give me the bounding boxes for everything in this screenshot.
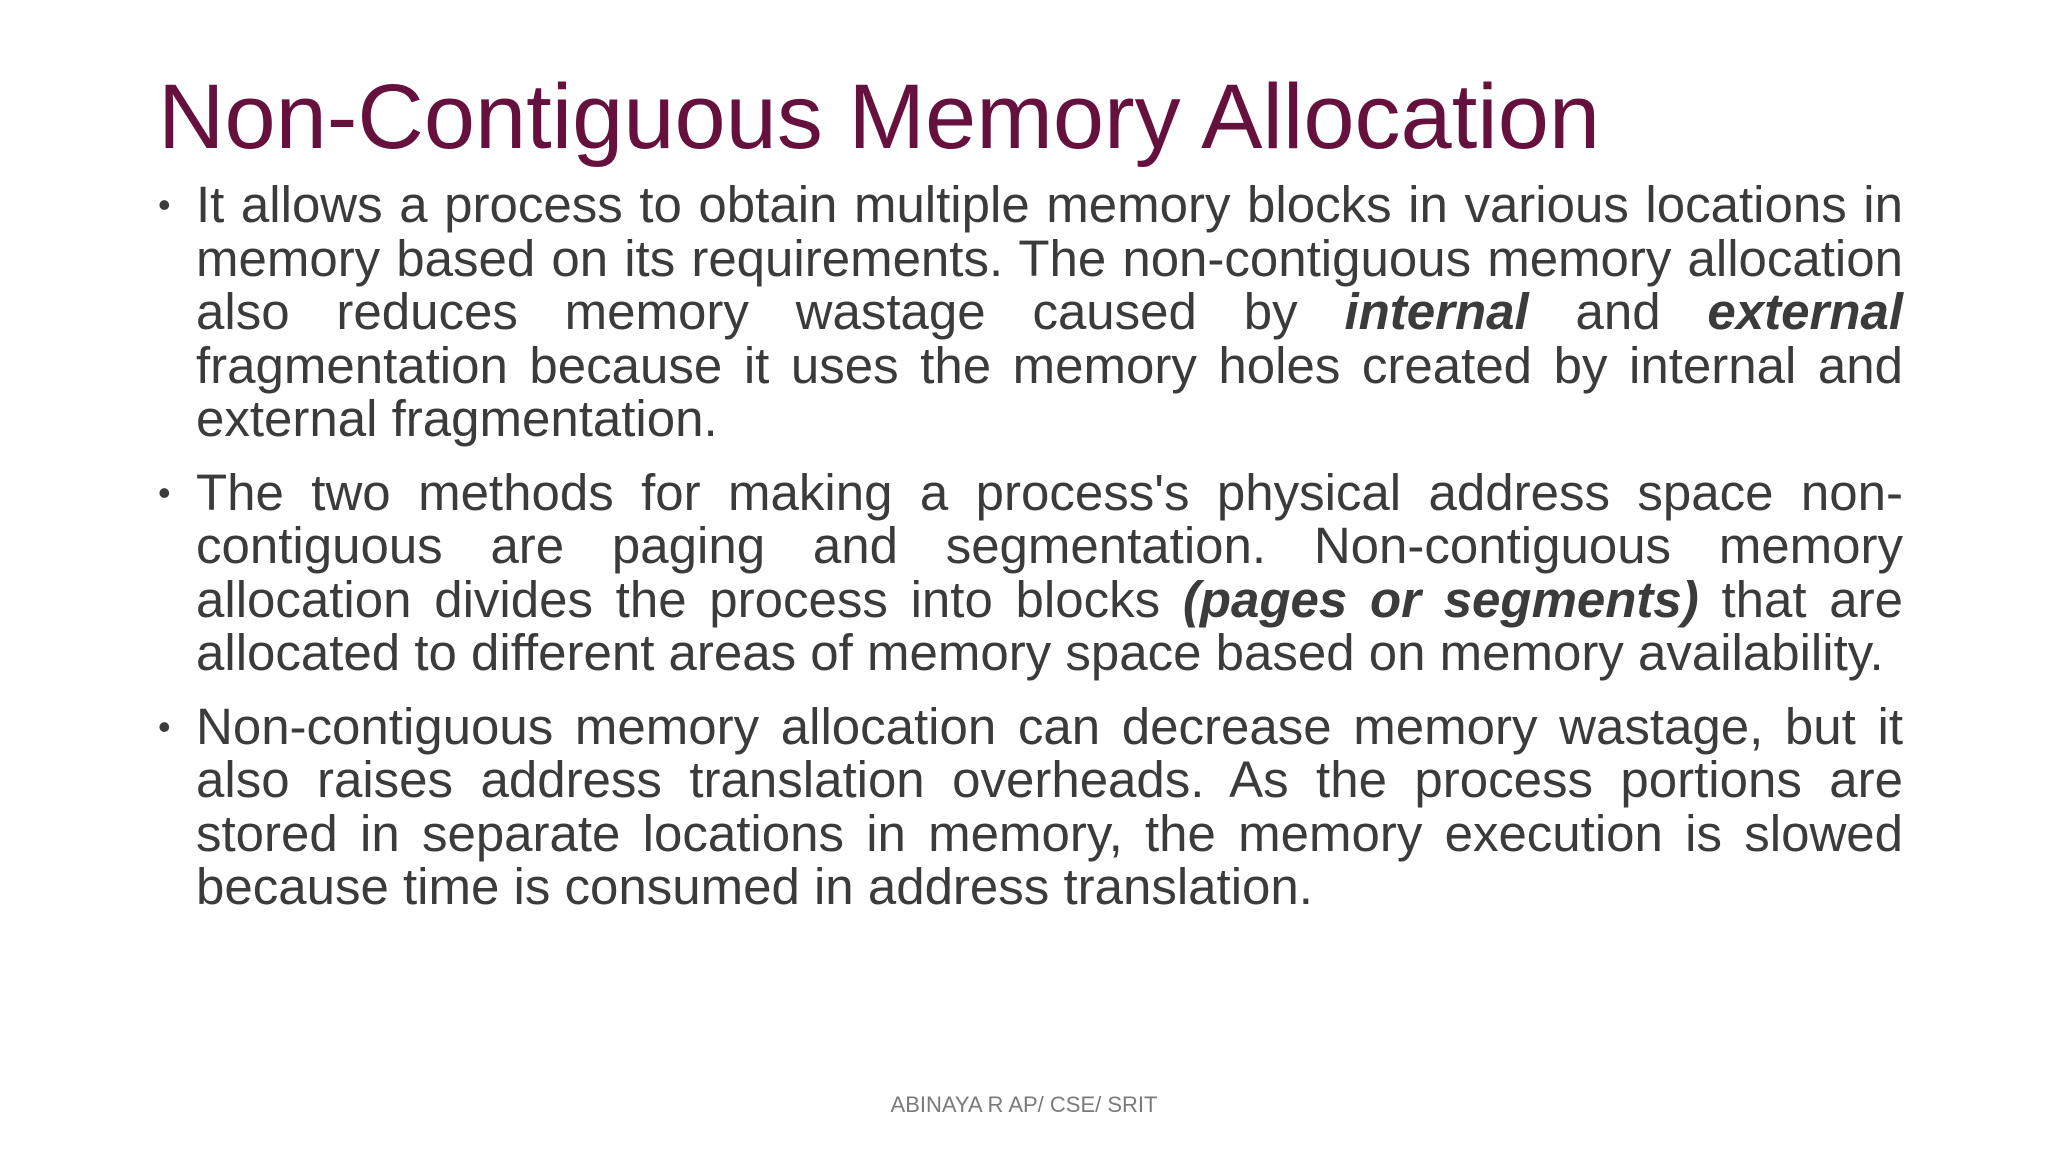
emphasis-external: external <box>1707 283 1904 340</box>
bullet-marker: • <box>158 471 171 513</box>
text-segment: fragmentation because it uses the memory holes created by internal and external fragmentation. <box>196 336 1903 447</box>
bullet-text <box>196 463 1904 681</box>
bullet-item <box>158 178 1903 446</box>
bullet-item <box>158 697 1903 915</box>
bullet-text <box>196 178 1903 446</box>
text-segment: that are allocated to different areas of memory space based on memory availability. <box>196 570 1904 681</box>
text-segment: It allows a process to obtain multiple memory blocks in various locations in memory based on its requirements. The non-contiguous memory allocation also reduces memory wastage caused by <box>196 176 1903 340</box>
bullet-text <box>196 697 1903 915</box>
text-segment: Non-contiguous memory allocation can decrease memory wastage, but it also raises address translation overheads. As the process portions are stored in separate locations in memory, the memory execution is slowed because time is consumed in address translation. <box>196 697 1903 915</box>
bullet-marker: • <box>158 184 171 225</box>
slide-footer: ABINAYA R AP/ CSE/ SRIT <box>890 1092 1158 1117</box>
text-segment: The two methods for making a process's physical address space non-contiguous are paging and segmentation. Non-contiguous memory allocation divides the process into blocks <box>196 463 1903 628</box>
bullet-marker: • <box>158 705 171 747</box>
emphasis-pages-or-segments: (pages or segments) <box>1182 570 1699 628</box>
text-segment: and <box>1528 283 1708 340</box>
bullet-list <box>158 178 1903 934</box>
slide-title: Non-Contiguous Memory Allocation <box>158 66 1601 168</box>
bullet-item <box>158 463 1904 681</box>
emphasis-internal: internal <box>1344 283 1529 340</box>
